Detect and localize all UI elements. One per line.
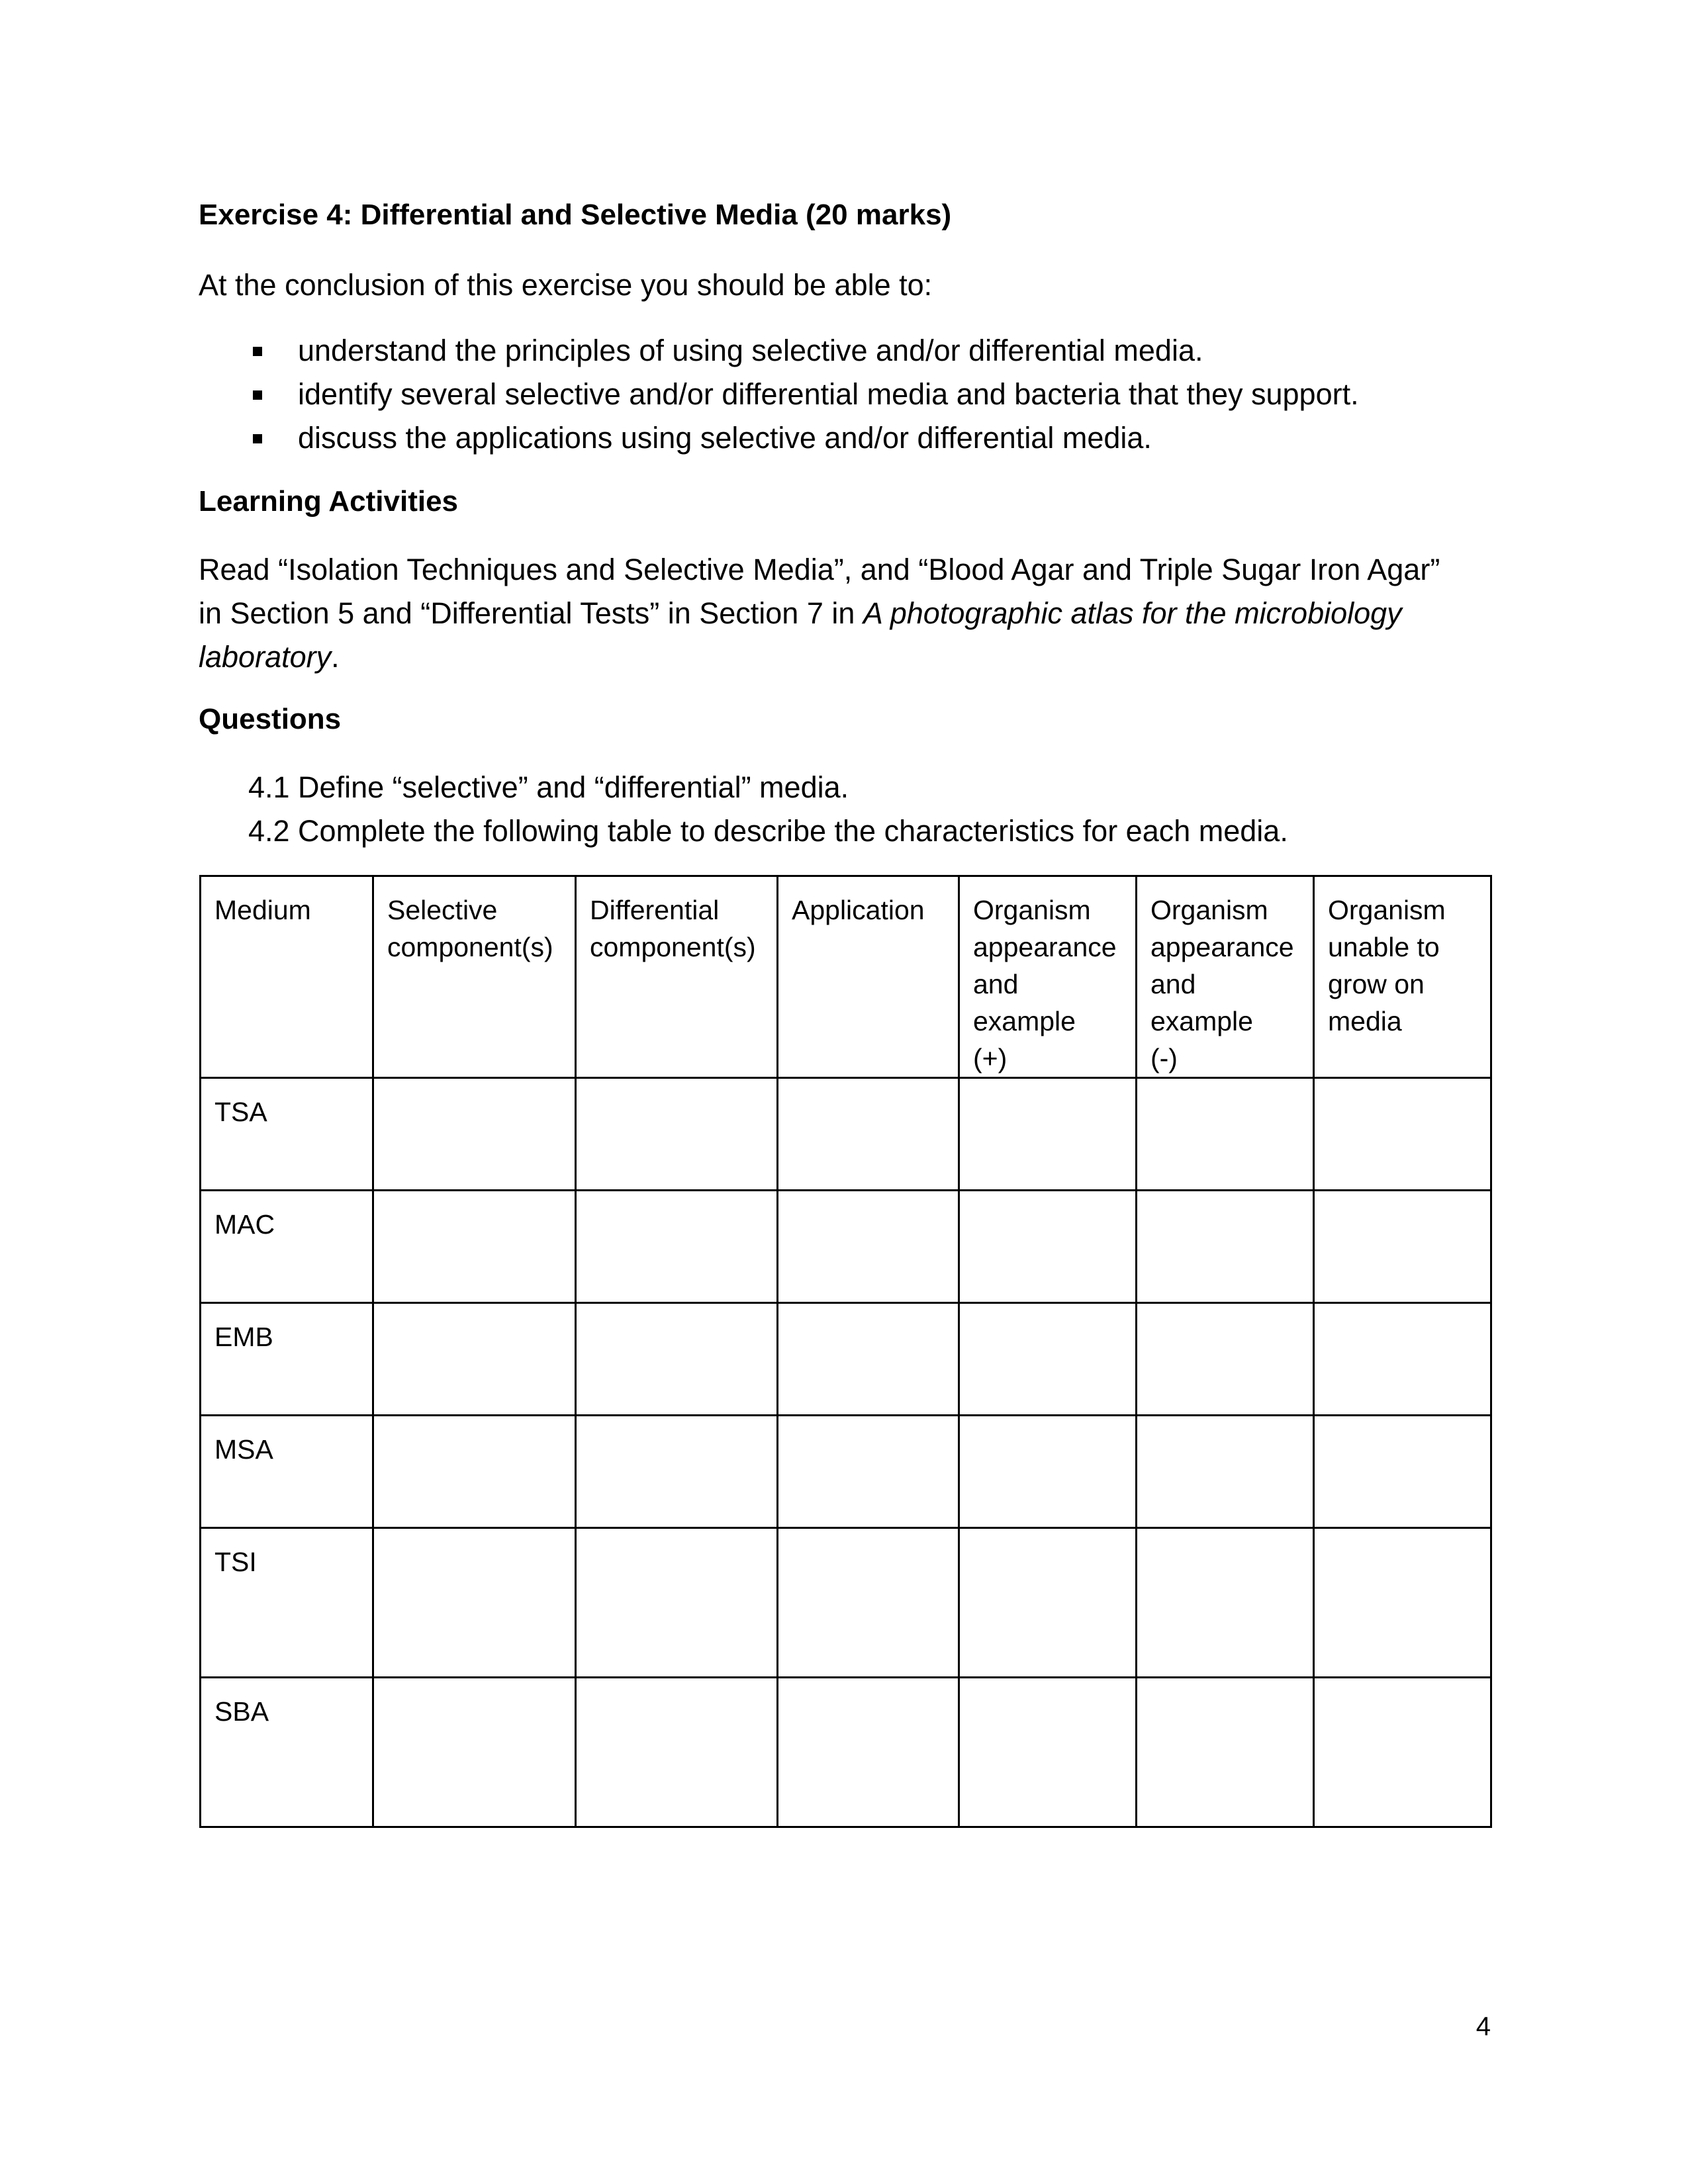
question-4-1: 4.1 Define “selective” and “differential” media.: [248, 770, 849, 804]
row-label: EMB: [201, 1303, 373, 1416]
answer-cell[interactable]: [576, 1678, 778, 1827]
answer-cell[interactable]: [1314, 1416, 1491, 1528]
media-characteristics-table: [199, 875, 1492, 1828]
table-row: [201, 1078, 1491, 1191]
answer-cell[interactable]: [1137, 1528, 1314, 1678]
questions-list: [248, 766, 1288, 853]
table-row: [201, 1528, 1491, 1678]
table-row: [201, 1303, 1491, 1416]
questions-heading: Questions: [199, 703, 342, 735]
answer-cell[interactable]: [373, 1078, 576, 1191]
answer-cell[interactable]: [959, 1078, 1137, 1191]
answer-cell[interactable]: [373, 1303, 576, 1416]
answer-cell[interactable]: [1137, 1678, 1314, 1827]
answer-cell[interactable]: [373, 1528, 576, 1678]
list-item: understand the principles of using selective and/or differential media.: [248, 329, 1359, 373]
answer-cell[interactable]: [778, 1303, 959, 1416]
answer-cell[interactable]: [959, 1303, 1137, 1416]
answer-cell[interactable]: [959, 1191, 1137, 1303]
question-4-2: 4.2 Complete the following table to describe the characteristics for each media.: [248, 814, 1288, 848]
answer-cell[interactable]: [1314, 1303, 1491, 1416]
header-organism-unable: Organism unable to grow on media: [1314, 876, 1491, 1078]
answer-cell[interactable]: [1314, 1191, 1491, 1303]
objectives-list: [248, 329, 1359, 460]
answer-cell[interactable]: [576, 1303, 778, 1416]
answer-cell[interactable]: [959, 1528, 1137, 1678]
answer-cell[interactable]: [1314, 1078, 1491, 1191]
row-label: MSA: [201, 1416, 373, 1528]
row-label: SBA: [201, 1678, 373, 1827]
table-row: [201, 1191, 1491, 1303]
list-item: discuss the applications using selective and/or differential media.: [248, 416, 1359, 460]
header-organism-positive: Organism appearance and example (+): [959, 876, 1137, 1078]
square-bullet-icon: [253, 347, 262, 356]
list-item: identify several selective and/or differential media and bacteria that they support.: [248, 373, 1359, 416]
answer-cell[interactable]: [373, 1678, 576, 1827]
answer-cell[interactable]: [778, 1528, 959, 1678]
reading-paragraph: [199, 548, 1496, 679]
header-organism-negative: Organism appearance and example (-): [1137, 876, 1314, 1078]
row-label: MAC: [201, 1191, 373, 1303]
answer-cell[interactable]: [373, 1191, 576, 1303]
answer-cell[interactable]: [576, 1191, 778, 1303]
answer-cell[interactable]: [959, 1416, 1137, 1528]
answer-cell[interactable]: [1314, 1678, 1491, 1827]
header-selective: Selective component(s): [373, 876, 576, 1078]
table-header-row: [201, 876, 1491, 1078]
answer-cell[interactable]: [1137, 1416, 1314, 1528]
answer-cell[interactable]: [959, 1678, 1137, 1827]
table-row: [201, 1416, 1491, 1528]
square-bullet-icon: [253, 390, 262, 400]
learning-activities-heading: Learning Activities: [199, 485, 459, 518]
answer-cell[interactable]: [778, 1678, 959, 1827]
answer-cell[interactable]: [1137, 1191, 1314, 1303]
header-medium: Medium: [201, 876, 373, 1078]
answer-cell[interactable]: [1137, 1078, 1314, 1191]
answer-cell[interactable]: [373, 1416, 576, 1528]
reading-line-2: in Section 5 and “Differential Tests” in Section 7 in A photographic atlas for the microbiology: [199, 596, 1402, 630]
header-differential: Differential component(s): [576, 876, 778, 1078]
header-application: Application: [778, 876, 959, 1078]
answer-cell[interactable]: [576, 1528, 778, 1678]
answer-cell[interactable]: [1137, 1303, 1314, 1416]
intro-text: At the conclusion of this exercise you should be able to:: [199, 268, 933, 302]
answer-cell[interactable]: [778, 1078, 959, 1191]
answer-cell[interactable]: [778, 1416, 959, 1528]
answer-cell[interactable]: [576, 1416, 778, 1528]
square-bullet-icon: [253, 434, 262, 443]
answer-cell[interactable]: [1314, 1528, 1491, 1678]
exercise-title: Exercise 4: Differential and Selective Media (20 marks): [199, 199, 952, 231]
reading-line-3: laboratory.: [199, 640, 340, 674]
answer-cell[interactable]: [576, 1078, 778, 1191]
row-label: TSA: [201, 1078, 373, 1191]
page-number: 4: [1476, 2012, 1491, 2041]
row-label: TSI: [201, 1528, 373, 1678]
table-row: [201, 1678, 1491, 1827]
reading-line-1: Read “Isolation Techniques and Selective Media”, and “Blood Agar and Triple Sugar Iron Agar”: [199, 553, 1440, 586]
answer-cell[interactable]: [778, 1191, 959, 1303]
